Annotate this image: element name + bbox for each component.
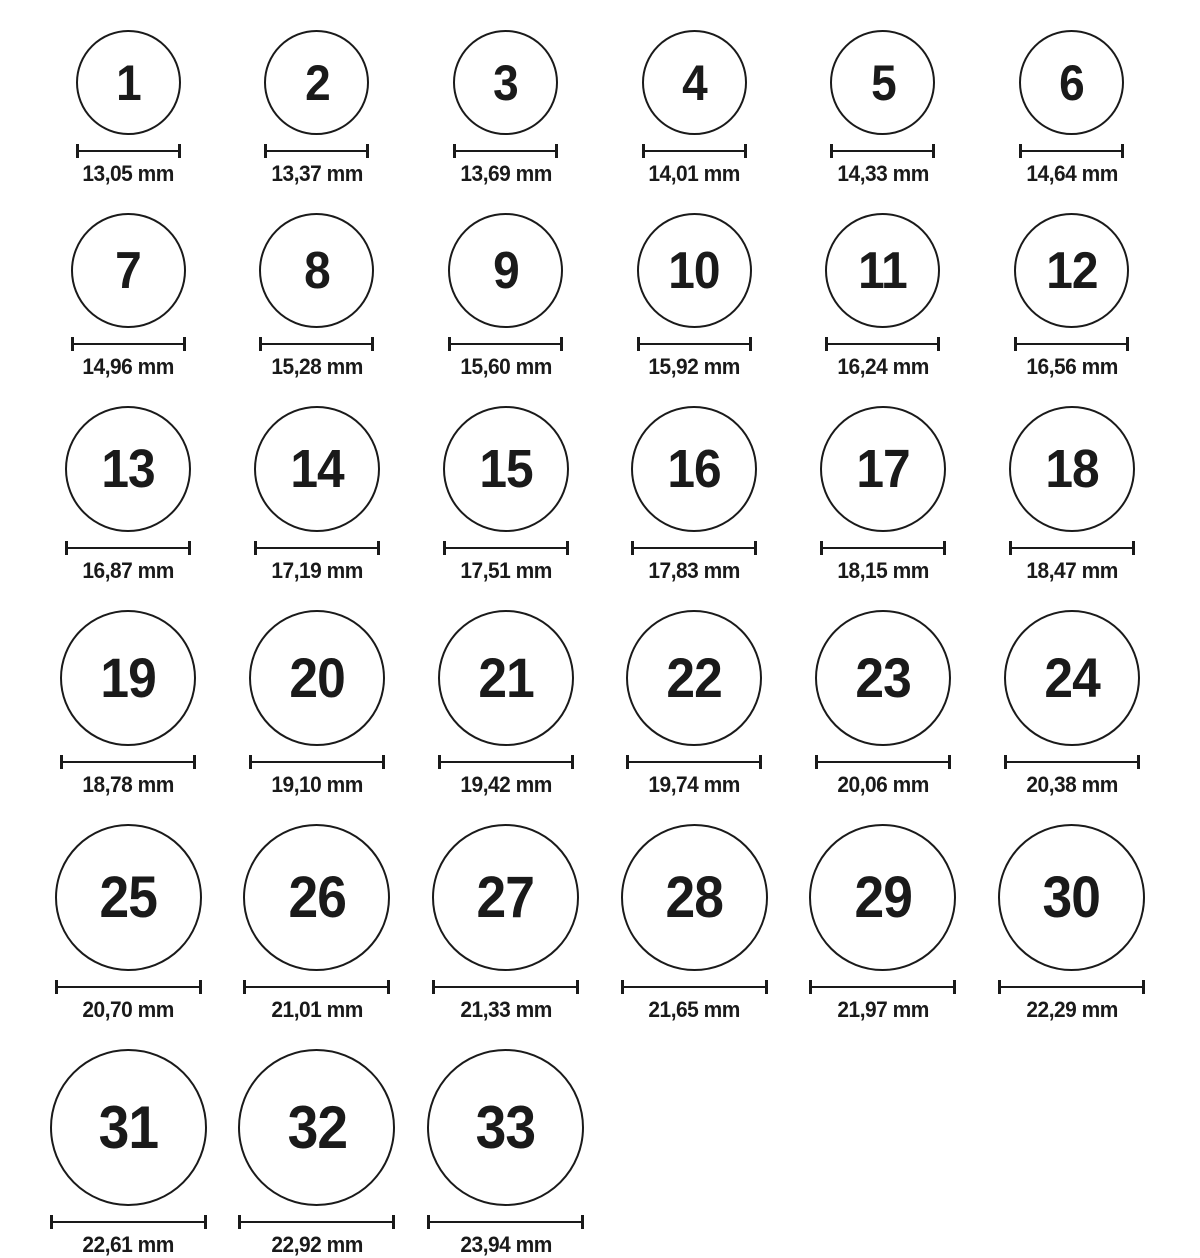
ring-circle-icon: [55, 824, 202, 971]
ring-circle-icon: [249, 610, 385, 746]
ring-size-item: [411, 406, 600, 584]
ring-size-item: [789, 610, 978, 798]
ring-size-number: 3: [493, 54, 518, 111]
diameter-label: 18,78 mm: [82, 772, 175, 797]
diameter-label: 18,47 mm: [1025, 558, 1118, 583]
diameter-label: 14,33 mm: [837, 161, 929, 186]
ring-size-item: [223, 610, 412, 798]
diameter-ruler-icon: [448, 337, 563, 351]
ring-size-number: 18: [1044, 439, 1099, 499]
diameter-label: 21,97 mm: [837, 997, 929, 1022]
ring-size-item: [223, 824, 412, 1023]
ring-circle-icon: [1004, 610, 1140, 746]
ruler-right-tick: [199, 980, 202, 994]
ruler-right-tick: [765, 980, 768, 994]
ruler-line: [249, 761, 385, 764]
diameter-label: 14,96 mm: [82, 354, 175, 379]
diameter-ruler-icon: [621, 980, 768, 994]
ruler-right-tick: [183, 337, 186, 351]
diameter-label: 20,06 mm: [837, 772, 929, 797]
diameter-ruler-icon: [825, 337, 940, 351]
ring-circle-icon: [453, 30, 558, 135]
ruler-right-tick: [387, 980, 390, 994]
ruler-right-tick: [754, 541, 757, 555]
diameter-ruler-icon: [815, 755, 951, 769]
diameter-ruler-icon: [50, 1215, 207, 1229]
ruler-right-tick: [371, 337, 374, 351]
ring-size-number: 26: [288, 864, 346, 930]
ring-size-item: [977, 610, 1166, 798]
ring-circle-icon: [76, 30, 181, 135]
diameter-ruler-icon: [1009, 541, 1135, 555]
diameter-label: 16,24 mm: [837, 354, 929, 379]
diameter-label: 15,60 mm: [459, 354, 552, 379]
ring-circle-icon: [259, 213, 374, 328]
ruler-line: [443, 547, 569, 550]
ruler-right-tick: [937, 337, 940, 351]
ring-size-item: [34, 30, 223, 187]
ring-circle-icon: [438, 610, 574, 746]
ring-size-item: [977, 213, 1166, 380]
ruler-right-tick: [204, 1215, 207, 1229]
ring-size-number: 9: [492, 241, 519, 300]
ring-size-row: [34, 824, 1166, 1023]
ring-size-item: [411, 30, 600, 187]
ring-size-number: 8: [304, 241, 330, 300]
ring-size-item: [600, 824, 789, 1023]
ring-size-item: [600, 406, 789, 584]
diameter-ruler-icon: [254, 541, 380, 555]
ring-size-number: 7: [115, 241, 142, 300]
ring-size-item: [34, 610, 223, 798]
ruler-right-tick: [178, 144, 181, 158]
ring-size-item: [789, 213, 978, 380]
diameter-label: 17,51 mm: [459, 558, 552, 583]
ring-size-number: 20: [289, 646, 345, 709]
ruler-right-tick: [1142, 980, 1145, 994]
diameter-label: 19,10 mm: [271, 772, 363, 797]
ring-size-number: 19: [100, 646, 157, 709]
ruler-line: [65, 547, 191, 550]
ruler-line: [438, 761, 574, 764]
diameter-label: 20,70 mm: [82, 997, 175, 1022]
diameter-label: 13,05 mm: [82, 161, 175, 186]
diameter-ruler-icon: [259, 337, 374, 351]
ring-circle-icon: [254, 406, 380, 532]
diameter-label: 21,01 mm: [271, 997, 363, 1022]
ruler-right-tick: [953, 980, 956, 994]
ring-size-item: [600, 30, 789, 187]
diameter-ruler-icon: [626, 755, 762, 769]
ruler-line: [1009, 547, 1135, 550]
ring-circle-icon: [264, 30, 369, 135]
ring-size-number: 25: [99, 864, 158, 930]
diameter-ruler-icon: [642, 144, 747, 158]
ring-size-number: 10: [668, 241, 721, 300]
ring-size-number: 6: [1059, 54, 1084, 111]
ruler-line: [642, 150, 747, 153]
ring-size-number: 2: [304, 54, 330, 111]
ruler-line: [60, 761, 196, 764]
diameter-ruler-icon: [71, 337, 186, 351]
diameter-ruler-icon: [830, 144, 935, 158]
diameter-ruler-icon: [453, 144, 558, 158]
ruler-line: [809, 986, 956, 989]
ring-size-number: 13: [101, 439, 156, 499]
ring-size-number: 12: [1045, 241, 1098, 300]
ring-circle-icon: [1009, 406, 1135, 532]
ring-circle-icon: [815, 610, 951, 746]
ring-circle-icon: [60, 610, 196, 746]
ruler-right-tick: [948, 755, 951, 769]
ruler-right-tick: [188, 541, 191, 555]
ring-circle-icon: [432, 824, 579, 971]
ring-size-row: [34, 610, 1166, 798]
ring-size-number: 15: [478, 439, 533, 499]
ruler-line: [1004, 761, 1140, 764]
ruler-line: [238, 1221, 395, 1224]
ring-size-item: [411, 213, 600, 380]
ring-circle-icon: [621, 824, 768, 971]
ring-size-item: [34, 1049, 223, 1258]
ruler-right-tick: [1132, 541, 1135, 555]
ring-size-item: [223, 1049, 412, 1258]
ruler-line: [1019, 150, 1124, 153]
ring-circle-icon: [998, 824, 1145, 971]
diameter-ruler-icon: [1014, 337, 1129, 351]
ring-size-number: 32: [287, 1093, 347, 1161]
ruler-right-tick: [759, 755, 762, 769]
ruler-right-tick: [932, 144, 935, 158]
ruler-line: [427, 1221, 584, 1224]
ring-size-item: [789, 30, 978, 187]
ring-circle-icon: [1019, 30, 1124, 135]
diameter-ruler-icon: [1019, 144, 1124, 158]
ring-size-number: 11: [858, 241, 908, 300]
ruler-right-tick: [1121, 144, 1124, 158]
ruler-right-tick: [571, 755, 574, 769]
ring-size-number: 31: [98, 1093, 159, 1161]
ring-size-item: [411, 824, 600, 1023]
diameter-ruler-icon: [637, 337, 752, 351]
diameter-ruler-icon: [249, 755, 385, 769]
ring-size-number: 14: [290, 439, 344, 499]
ruler-right-tick: [749, 337, 752, 351]
ruler-right-tick: [555, 144, 558, 158]
ruler-line: [432, 986, 579, 989]
ruler-line: [825, 343, 940, 346]
diameter-ruler-icon: [443, 541, 569, 555]
ring-size-number: 33: [475, 1093, 536, 1161]
diameter-ruler-icon: [438, 755, 574, 769]
ring-size-row: [34, 213, 1166, 380]
diameter-ruler-icon: [820, 541, 946, 555]
ruler-line: [76, 150, 181, 153]
ring-circle-icon: [238, 1049, 395, 1206]
ruler-line: [631, 547, 757, 550]
ring-circle-icon: [830, 30, 935, 135]
ring-size-item: [223, 30, 412, 187]
ruler-line: [621, 986, 768, 989]
ring-size-item: [34, 213, 223, 380]
ruler-line: [453, 150, 558, 153]
diameter-label: 18,15 mm: [837, 558, 929, 583]
ring-size-row: [34, 30, 1166, 187]
ring-size-item: [789, 824, 978, 1023]
ring-size-number: 30: [1042, 864, 1101, 930]
diameter-label: 14,01 mm: [648, 161, 741, 186]
ruler-line: [254, 547, 380, 550]
ring-circle-icon: [427, 1049, 584, 1206]
ruler-right-tick: [1137, 755, 1140, 769]
diameter-label: 13,37 mm: [271, 161, 363, 186]
ruler-right-tick: [366, 144, 369, 158]
diameter-label: 19,42 mm: [459, 772, 552, 797]
ring-size-item: [977, 406, 1166, 584]
diameter-label: 13,69 mm: [459, 161, 552, 186]
diameter-ruler-icon: [264, 144, 369, 158]
ring-size-number: 27: [476, 864, 535, 930]
diameter-ruler-icon: [60, 755, 196, 769]
ring-circle-icon: [448, 213, 563, 328]
ring-size-number: 24: [1043, 646, 1100, 709]
ring-circle-icon: [631, 406, 757, 532]
diameter-ruler-icon: [1004, 755, 1140, 769]
diameter-label: 16,56 mm: [1025, 354, 1118, 379]
ring-circle-icon: [825, 213, 940, 328]
diameter-label: 21,33 mm: [459, 997, 552, 1022]
ruler-line: [55, 986, 202, 989]
ruler-right-tick: [392, 1215, 395, 1229]
diameter-label: 22,92 mm: [271, 1232, 363, 1257]
ring-size-item: [34, 406, 223, 584]
diameter-ruler-icon: [998, 980, 1145, 994]
ring-size-item: [977, 824, 1166, 1023]
diameter-ruler-icon: [55, 980, 202, 994]
diameter-label: 22,29 mm: [1025, 997, 1118, 1022]
diameter-ruler-icon: [238, 1215, 395, 1229]
diameter-label: 20,38 mm: [1025, 772, 1118, 797]
ring-circle-icon: [71, 213, 186, 328]
ring-circle-icon: [65, 406, 191, 532]
ring-size-item: [411, 610, 600, 798]
diameter-ruler-icon: [76, 144, 181, 158]
ring-circle-icon: [50, 1049, 207, 1206]
ring-size-number: 23: [855, 646, 911, 709]
ring-size-number: 1: [115, 54, 141, 111]
ruler-line: [1014, 343, 1129, 346]
diameter-label: 22,61 mm: [82, 1232, 175, 1257]
ruler-right-tick: [576, 980, 579, 994]
ring-size-item: [34, 824, 223, 1023]
ruler-line: [830, 150, 935, 153]
ring-size-row: [34, 1049, 1166, 1258]
ruler-line: [50, 1221, 207, 1224]
ruler-line: [637, 343, 752, 346]
ruler-right-tick: [566, 541, 569, 555]
ring-size-item: [600, 610, 789, 798]
diameter-ruler-icon: [432, 980, 579, 994]
diameter-label: 14,64 mm: [1025, 161, 1118, 186]
ring-size-number: 17: [856, 439, 910, 499]
ring-circle-icon: [626, 610, 762, 746]
diameter-ruler-icon: [631, 541, 757, 555]
ruler-line: [259, 343, 374, 346]
ruler-right-tick: [193, 755, 196, 769]
ring-circle-icon: [642, 30, 747, 135]
diameter-label: 16,87 mm: [82, 558, 175, 583]
ring-size-item: [789, 406, 978, 584]
ring-size-number: 22: [666, 646, 723, 709]
ruler-line: [998, 986, 1145, 989]
ruler-right-tick: [943, 541, 946, 555]
ruler-right-tick: [377, 541, 380, 555]
ruler-line: [243, 986, 390, 989]
ring-circle-icon: [820, 406, 946, 532]
diameter-label: 15,28 mm: [271, 354, 363, 379]
ring-size-number: 5: [870, 54, 896, 111]
ring-size-item: [600, 213, 789, 380]
ring-size-number: 21: [477, 646, 534, 709]
ruler-line: [626, 761, 762, 764]
ring-size-number: 29: [854, 864, 912, 930]
ruler-line: [815, 761, 951, 764]
ring-size-number: 28: [665, 864, 724, 930]
ring-circle-icon: [443, 406, 569, 532]
diameter-ruler-icon: [65, 541, 191, 555]
diameter-label: 17,83 mm: [648, 558, 741, 583]
diameter-ruler-icon: [427, 1215, 584, 1229]
ruler-right-tick: [581, 1215, 584, 1229]
ruler-line: [820, 547, 946, 550]
ring-size-item: [977, 30, 1166, 187]
diameter-label: 19,74 mm: [648, 772, 741, 797]
ring-size-item: [411, 1049, 600, 1258]
diameter-label: 15,92 mm: [648, 354, 741, 379]
ring-circle-icon: [809, 824, 956, 971]
diameter-ruler-icon: [243, 980, 390, 994]
ring-size-item: [223, 213, 412, 380]
ruler-right-tick: [560, 337, 563, 351]
diameter-label: 17,19 mm: [271, 558, 363, 583]
ring-circle-icon: [243, 824, 390, 971]
ruler-line: [71, 343, 186, 346]
ruler-right-tick: [382, 755, 385, 769]
ring-circle-icon: [637, 213, 752, 328]
ring-circle-icon: [1014, 213, 1129, 328]
ring-size-number: 4: [681, 54, 707, 111]
diameter-ruler-icon: [809, 980, 956, 994]
diameter-label: 21,65 mm: [648, 997, 741, 1022]
ring-size-row: [34, 406, 1166, 584]
ring-size-number: 16: [667, 439, 722, 499]
ruler-right-tick: [744, 144, 747, 158]
ring-size-item: [223, 406, 412, 584]
ruler-right-tick: [1126, 337, 1129, 351]
diameter-label: 23,94 mm: [459, 1232, 552, 1257]
ruler-line: [264, 150, 369, 153]
ruler-line: [448, 343, 563, 346]
